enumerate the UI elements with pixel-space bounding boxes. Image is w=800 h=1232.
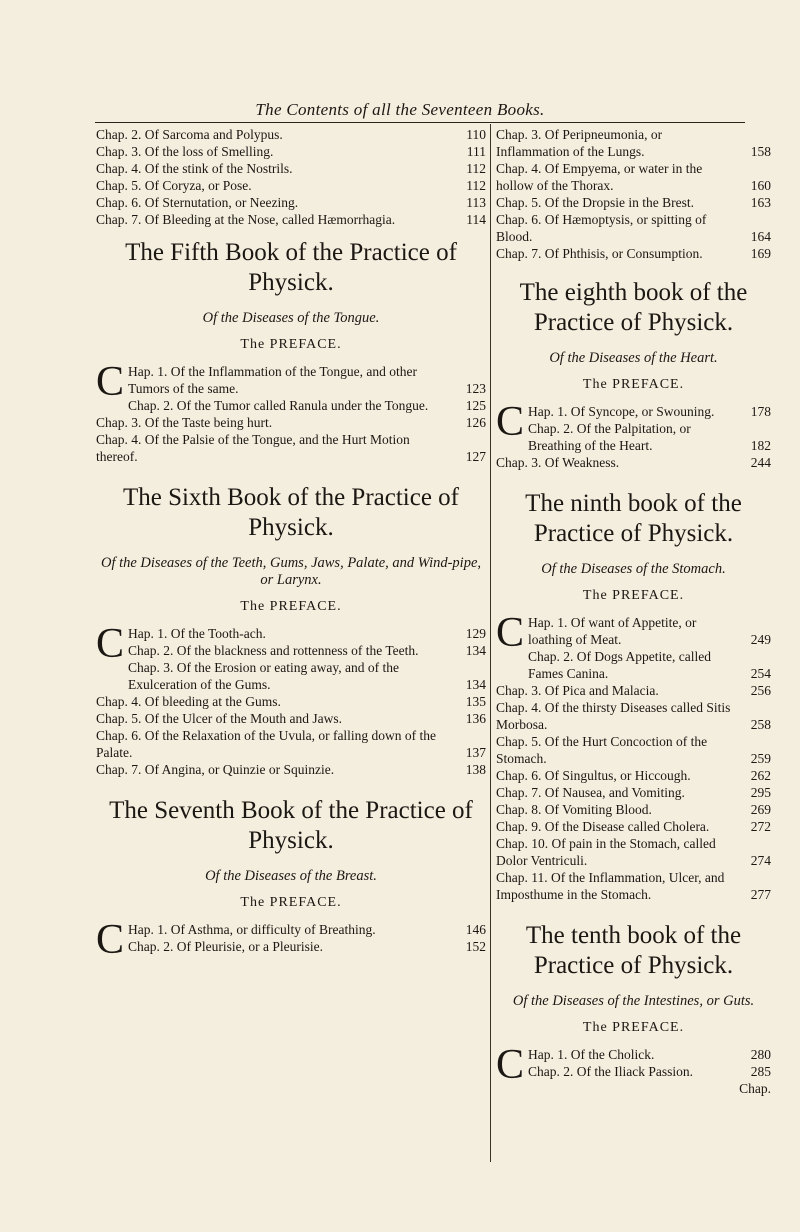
book-subtitle: Of the Diseases of the Heart.	[549, 350, 718, 366]
preface-heading: The PREFACE.	[582, 1020, 685, 1035]
chapter-list	[496, 610, 771, 903]
toc-entry: Hap. 1. Of the Tooth-ach. 129	[128, 626, 486, 641]
toc-entry: Chap. 3. Of the Erosion or eating away, and of the Exulceration of the Gums. 134	[128, 660, 486, 692]
column-divider	[490, 124, 491, 1162]
drop-cap: C	[496, 610, 525, 656]
header-rule	[95, 122, 745, 123]
toc-entry: Chap. 5. Of the Ulcer of the Mouth and Jaws. 136	[96, 711, 486, 726]
catchword: Chap.	[739, 1081, 771, 1096]
preface-heading: The PREFACE.	[240, 895, 342, 910]
left-column	[96, 126, 486, 963]
toc-entry: Chap. 2. Of Sarcoma and Polypus. 110	[96, 127, 486, 142]
toc-entry: Hap. 1. Of want of Appetite, or loathing of Meat. 249	[528, 615, 771, 647]
book-title: The eighth book of the Practice of Physick.	[519, 279, 748, 336]
toc-entry: Chap. 4. Of bleeding at the Gums. 135	[96, 694, 486, 709]
toc-entry: Chap. 3. Of Pica and Malacia. 256	[496, 683, 771, 698]
preface-heading: The PREFACE.	[240, 337, 342, 352]
chapter-list	[96, 621, 486, 778]
toc-entry: Chap. 9. Of the Disease called Cholera. 272	[496, 819, 771, 834]
book-subtitle: Of the Diseases of the Breast.	[205, 868, 377, 884]
toc-entry: Chap. 2. Of the Iliack Passion. 285	[528, 1064, 771, 1079]
preface-heading: The PREFACE.	[582, 588, 685, 603]
toc-entry: Hap. 1. Of the Inflammation of the Tongue, and other Tumors of the same. 123	[128, 364, 486, 396]
book-subtitle: Of the Diseases of the Teeth, Gums, Jaws, Palate, and Wind-pipe, or Larynx.	[100, 555, 482, 588]
right-top-entries	[496, 126, 771, 262]
chapter-list	[496, 1042, 771, 1097]
toc-entry: Chap. 3. Of the Taste being hurt. 126	[96, 415, 486, 430]
toc-entry: Chap. 2. Of the blackness and rottenness of the Teeth. 134	[128, 643, 486, 658]
left-top-entries	[96, 126, 486, 228]
toc-entry: Hap. 1. Of the Cholick. 280	[528, 1047, 771, 1062]
book-subtitle: Of the Diseases of the Intestines, or Guts.	[512, 993, 755, 1009]
book-subtitle: Of the Diseases of the Stomach.	[541, 561, 726, 577]
toc-entry: Chap. 7. Of Phthisis, or Consumption. 169	[496, 246, 771, 261]
toc-entry: Chap. 4. Of the thirsty Diseases called Sitis Morbosa. 258	[496, 700, 771, 732]
toc-entry: Chap. 3. Of Weakness. 244	[496, 455, 771, 470]
toc-entry: Chap. 2. Of Dogs Appetite, called Fames Canina. 254	[528, 649, 771, 681]
toc-entry: Chap. 10. Of pain in the Stomach, called Dolor Ventriculi. 274	[496, 836, 771, 868]
book-title: The Seventh Book of the Practice of Physick.	[109, 797, 473, 854]
toc-entry: Chap. 2. Of the Palpitation, or Breathing of the Heart. 182	[528, 421, 771, 453]
toc-entry: Chap. 4. Of Empyema, or water in the hollow of the Thorax. 160	[496, 161, 771, 193]
toc-entry: Chap. 3. Of the loss of Smelling. 111	[96, 144, 486, 159]
toc-entry: Hap. 1. Of Syncope, or Swouning. 178	[528, 404, 771, 419]
chapter-list	[96, 359, 486, 465]
toc-entry: Chap. 4. Of the stink of the Nostrils. 112	[96, 161, 486, 176]
chapter-list	[496, 399, 771, 471]
drop-cap: C	[496, 1042, 525, 1088]
book-title: The ninth book of the Practice of Physick.	[525, 490, 742, 547]
book-title: The Sixth Book of the Practice of Physick.	[122, 484, 460, 541]
toc-entry: Chap. 2. Of Pleurisie, or a Pleurisie. 152	[128, 939, 486, 954]
toc-entry: Chap. 2. Of the Tumor called Ranula under the Tongue. 125	[128, 398, 486, 413]
toc-entry: Chap. 7. Of Nausea, and Vomiting. 295	[496, 785, 771, 800]
toc-entry: Chap. 11. Of the Inflammation, Ulcer, and Imposthume in the Stomach. 277	[496, 870, 771, 902]
drop-cap: C	[96, 359, 125, 405]
toc-entry: Chap. 5. Of the Hurt Concoction of the Stomach. 259	[496, 734, 771, 766]
preface-heading: The PREFACE.	[240, 599, 342, 614]
toc-entry: Chap. 5. Of Coryza, or Pose. 112	[96, 178, 486, 193]
toc-entry: Chap. 5. Of the Dropsie in the Brest. 163	[496, 195, 771, 210]
running-head: The Contents of all the Seventeen Books.	[255, 100, 545, 119]
drop-cap: C	[496, 399, 525, 445]
toc-entry: Hap. 1. Of Asthma, or difficulty of Breathing. 146	[128, 922, 486, 937]
toc-entry: Chap. 7. Of Angina, or Quinzie or Squinzie. 138	[96, 762, 486, 777]
toc-entry: Chap. 6. Of Hæmoptysis, or spitting of Blood. 164	[496, 212, 771, 244]
toc-entry: Chap. 7. Of Bleeding at the Nose, called Hæmorrhagia. 114	[96, 212, 486, 227]
toc-entry: Chap. 8. Of Vomiting Blood. 269	[496, 802, 771, 817]
toc-entry: Chap. 6. Of the Relaxation of the Uvula, or falling down of the Palate. 137	[96, 728, 486, 760]
drop-cap: C	[96, 917, 125, 963]
toc-entry: Chap. 6. Of Singultus, or Hiccough. 262	[496, 768, 771, 783]
toc-entry: Chap. 4. Of the Palsie of the Tongue, and the Hurt Motion thereof. 127	[96, 432, 486, 464]
drop-cap: C	[96, 621, 125, 667]
book-title: The Fifth Book of the Practice of Physick.	[125, 239, 457, 296]
preface-heading: The PREFACE.	[582, 377, 685, 392]
book-title: The tenth book of the Practice of Physick.	[525, 922, 742, 979]
chapter-list	[96, 917, 486, 963]
toc-entry: Chap. 6. Of Sternutation, or Neezing. 113	[96, 195, 486, 210]
right-column	[496, 126, 771, 1097]
book-subtitle: Of the Diseases of the Tongue.	[202, 310, 380, 326]
toc-entry: Chap. 3. Of Peripneumonia, or Inflammation of the Lungs. 158	[496, 127, 771, 159]
